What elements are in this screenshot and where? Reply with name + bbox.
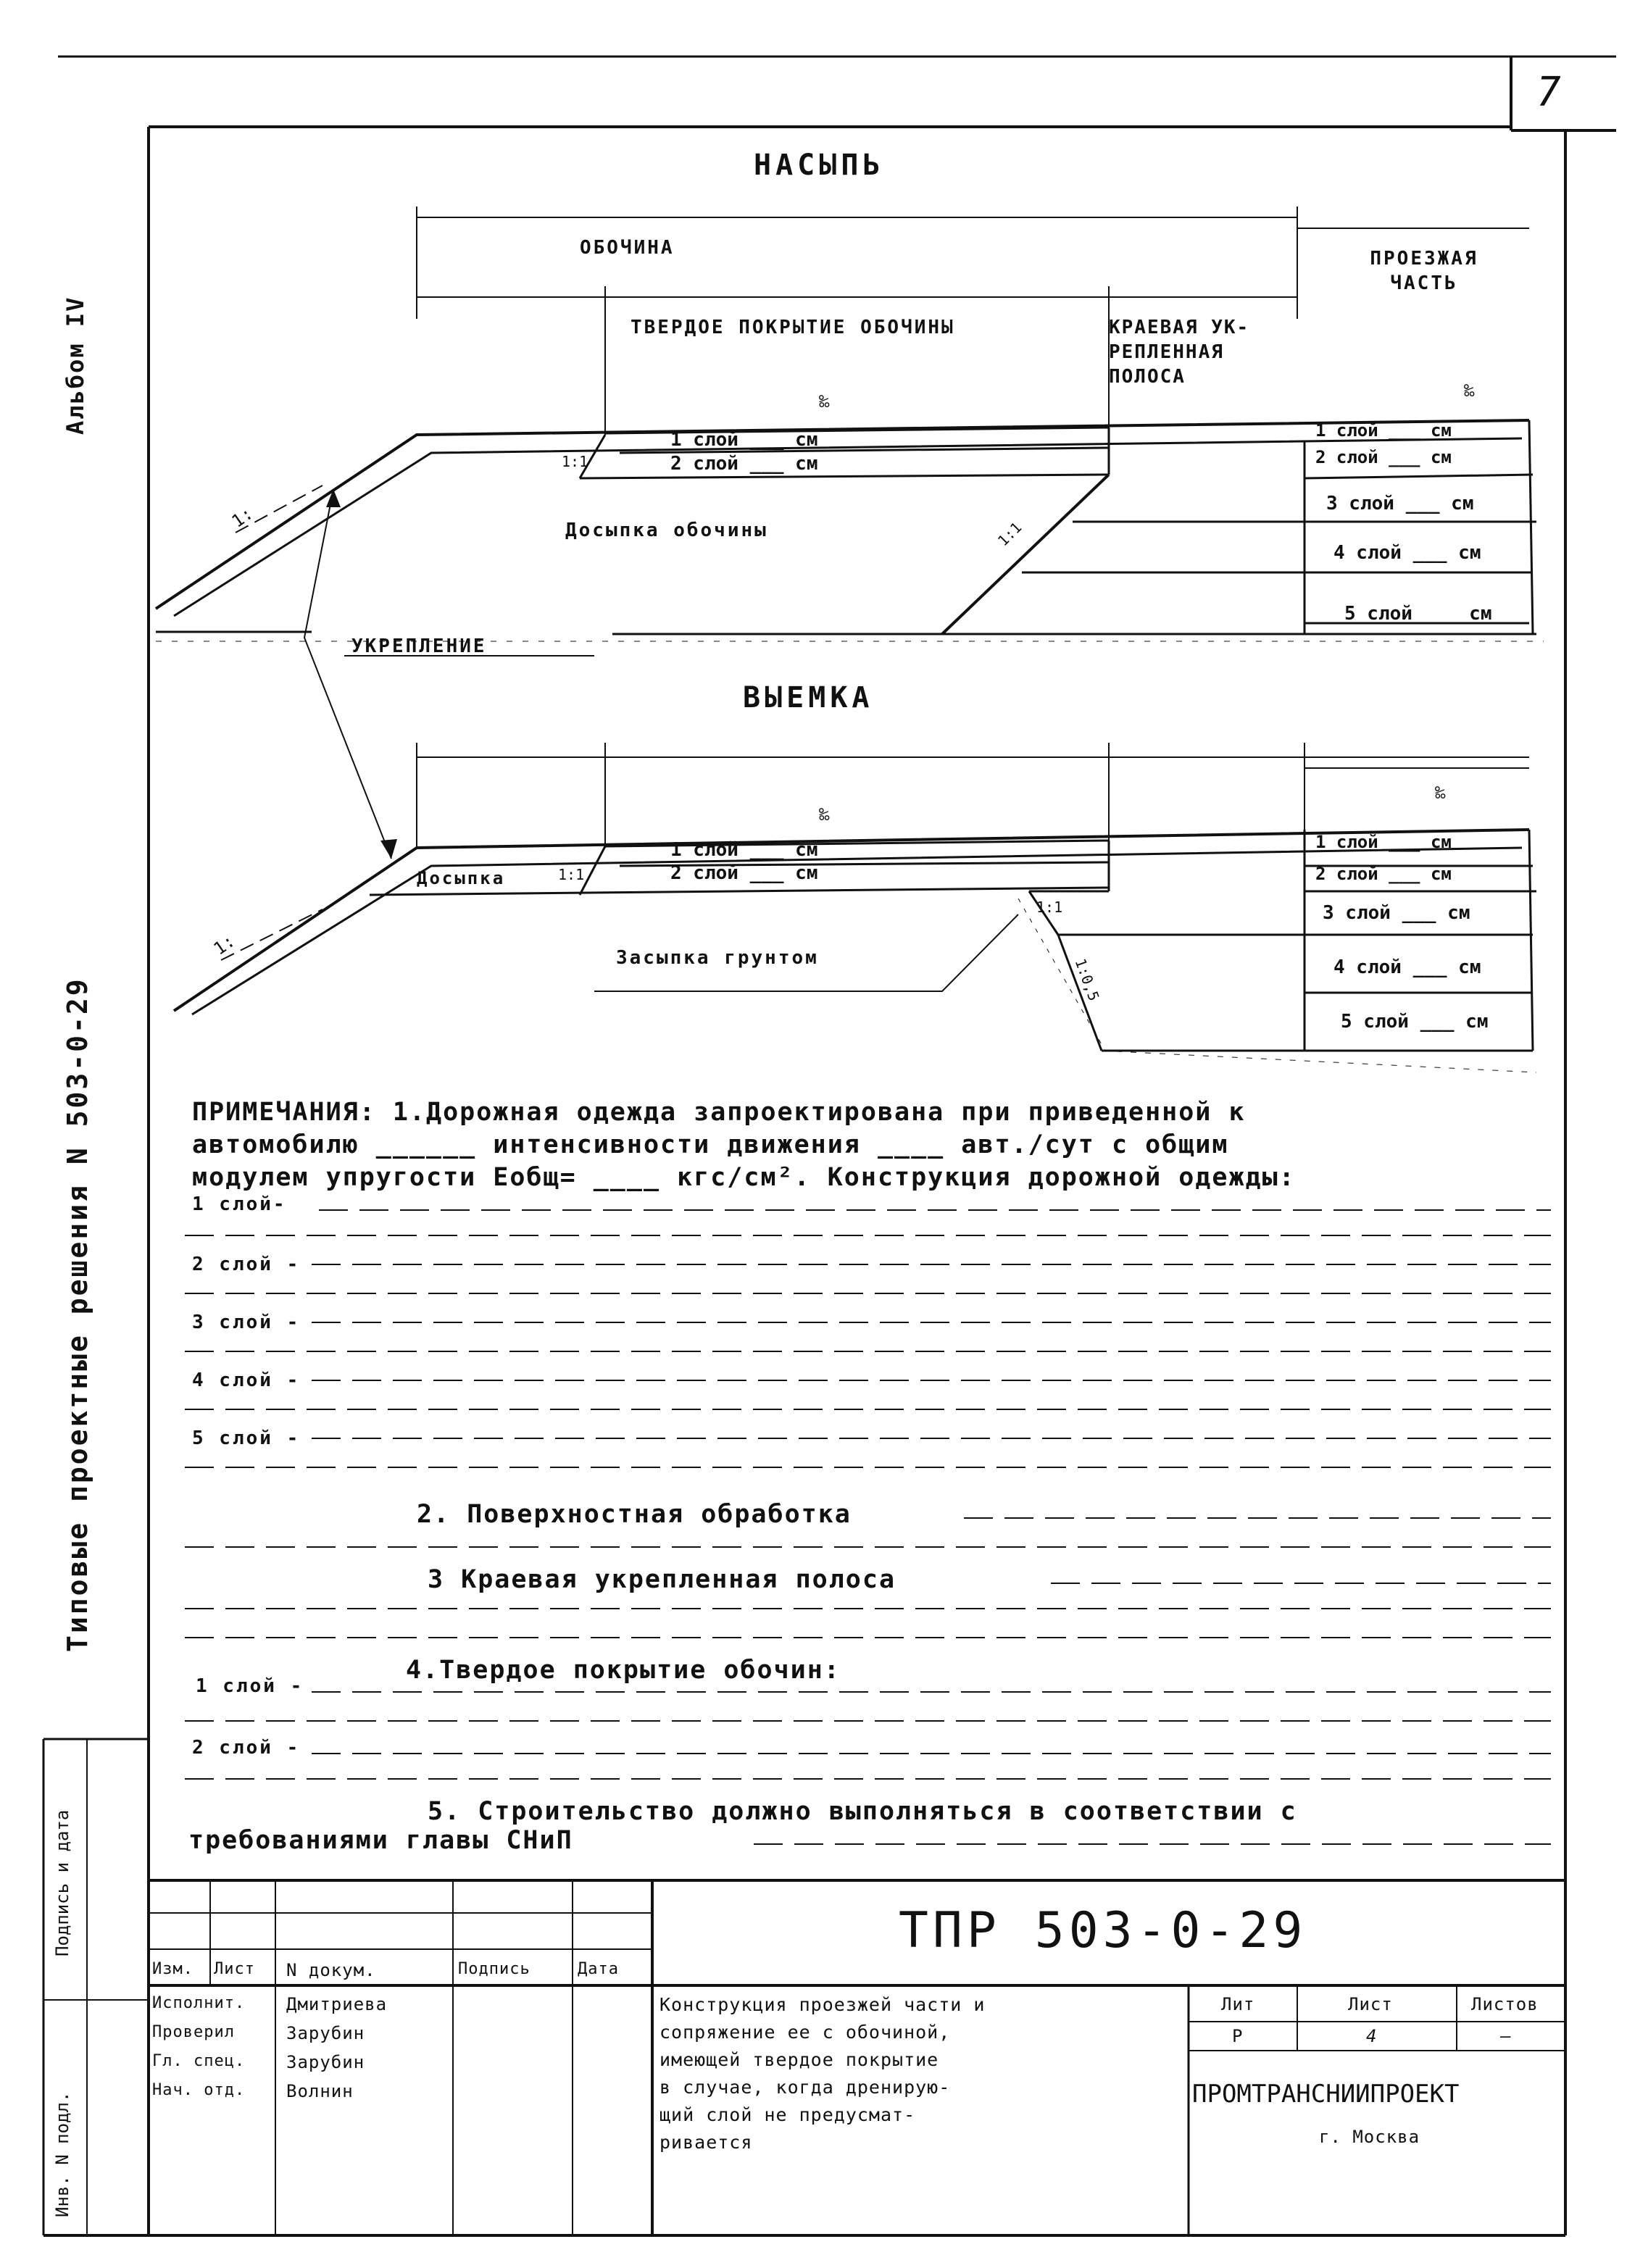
sign-date-label: Подпись и дата [52,1809,72,1956]
cut-road-slope: ‰ [1435,783,1446,803]
stamp-name-4: Волнин [286,2081,354,2101]
emb-road-layer-2: 2 слой ___ см [1315,447,1452,467]
cut-fill-ratio: 1:1 [558,866,585,883]
cut-road-layer-1: 1 слой ___ см [1315,832,1452,852]
emb-road-layer-3: 3 слой ___ см [1326,493,1474,514]
emb-shoulder-layer-1: 1 слой ___ см [670,429,818,451]
cut-ratio-1: 1:1 [1036,899,1063,916]
hard-shoulder-label: ТВЕРДОЕ ПОКРЫТИЕ ОБОЧИНЫ [631,317,955,338]
note-line-3: модулем упругости Еобщ= ____ кгс/см². Конструкция дорожной одежды: [192,1163,1296,1192]
emb-ratio-2: 1:1 [994,518,1025,550]
cut-shoulder-layer-1: 1 слой ___ см [670,839,818,861]
carriageway-label: ПРОЕЗЖАЯ ЧАСТЬ [1370,248,1478,294]
note-layer-4: 4 слой - [192,1369,301,1391]
stamp-header-date: Дата [578,1960,619,1978]
edge-strip-label: КРАЕВАЯ УК-РЕПЛЕННАЯ ПОЛОСА [1109,317,1250,388]
stamp-lit-label: Лит [1221,1994,1255,2014]
stamp-header-sign: Подпись [458,1960,530,1978]
note-4-layer-1: 1 слой - [196,1675,304,1697]
page-number: 7 [1536,69,1565,116]
shoulder-slope-label: ‰ [819,391,830,412]
stamp-sheet-label: Лист [1348,1994,1393,2014]
stamp-role-3: Гл. спец. [152,2052,246,2070]
reinforcement-label: УКРЕПЛЕНИЕ [351,635,487,657]
stamp-header-izm: Изм. [152,1960,194,1978]
stamp-lit-value: Р [1232,2026,1244,2046]
stamp-city: г. Москва [1319,2127,1420,2147]
cut-road-layer-3: 3 слой ___ см [1323,902,1470,924]
cut-road-layer-4: 4 слой ___ см [1333,956,1481,978]
cut-road-layer-5: 5 слой ___ см [1341,1011,1489,1033]
stamp-title-2: сопряжение ее с обочиной, [659,2022,951,2043]
stamp-role-4: Нач. отд. [152,2081,246,2099]
stamp-sheets-label: Листов [1471,1994,1539,2014]
emb-road-layer-4: 4 слой ___ см [1333,542,1481,564]
note-5b: требованиями главы СНиП [188,1826,573,1855]
cut-road-layer-2: 2 слой ___ см [1315,864,1452,884]
note-layer-5: 5 слой - [192,1427,301,1449]
soil-backfill-label: Засыпка грунтом [616,947,819,969]
cut-ratio-2: 1:0,5 [1071,956,1103,1004]
stamp-title-3: имеющей твердое покрытие [659,2049,939,2070]
note-4: 4.Твердое покрытие обочин: [406,1656,841,1685]
shoulder-fill-label: Досыпка обочины [565,520,768,541]
note-4-layer-2: 2 слой - [192,1737,301,1759]
stamp-sheets-value: — [1500,2026,1512,2046]
note-2: 2. Поверхностная обработка [417,1500,852,1529]
stamp-role-2: Проверил [152,2023,235,2041]
stamp-name-2: Зарубин [286,2023,365,2043]
emb-slope-ratio: 1: [228,503,257,532]
emb-shoulder-layer-2: 2 слой ___ см [670,453,818,475]
stamp-title-4: в случае, когда дренирую- [659,2077,951,2098]
note-line-1: ПРИМЕЧАНИЯ: 1.Дорожная одежда запроектирована при приведенной к [192,1098,1246,1127]
note-5a: 5. Строительство должно выполняться в соответствии с [428,1797,1297,1826]
note-layer-3: 3 слой - [192,1312,301,1333]
album-label: Альбом IV [62,296,89,435]
cut-fill-label: Досыпка [417,868,506,888]
emb-road-layer-1: 1 слой ___ см [1315,420,1452,441]
series-label: Типовые проектные решения N 503-0-29 [62,977,93,1652]
inv-no-label: Инв. N подл. [52,2091,72,2217]
stamp-title-5: щий слой не предусмат- [659,2104,916,2125]
embankment-title: НАСЫПЬ [754,149,885,182]
road-slope-label: ‰ [1464,380,1475,401]
note-layer-2: 2 слой - [192,1254,301,1275]
stamp-code: ТПР 503-0-29 [899,1902,1307,1959]
cut-shoulder-layer-2: 2 слой ___ см [670,862,818,884]
cut-slope-ratio: 1: [209,930,239,959]
shoulder-label: ОБОЧИНА [580,237,675,259]
stamp-header-list: Лист [214,1960,255,1978]
stamp-role-1: Исполнит. [152,1994,246,2012]
stamp-header-doc: N докум. [286,1960,376,1980]
stamp-title-1: Конструкция проезжей части и [659,1994,986,2015]
stamp-title-6: ривается [659,2132,753,2153]
stamp-name-1: Дмитриева [286,1994,388,2014]
note-line-2: автомобилю ______ интенсивности движения ____ авт./сут с общим [192,1130,1229,1159]
note-3: 3 Краевая укрепленная полоса [428,1565,896,1594]
stamp-name-3: Зарубин [286,2052,365,2072]
stamp-org: ПРОМТРАНСНИИПРОЕКТ [1192,2080,1460,2109]
stamp-sheet-value: 4 [1366,2026,1378,2046]
emb-road-layer-5: 5 слой ___ см [1344,603,1492,625]
cut-shoulder-slope: ‰ [819,804,830,825]
emb-ratio-1: 1:1 [562,453,588,470]
cut-title: ВЫЕМКА [743,681,874,714]
note-layer-1: 1 слой- [192,1193,287,1215]
